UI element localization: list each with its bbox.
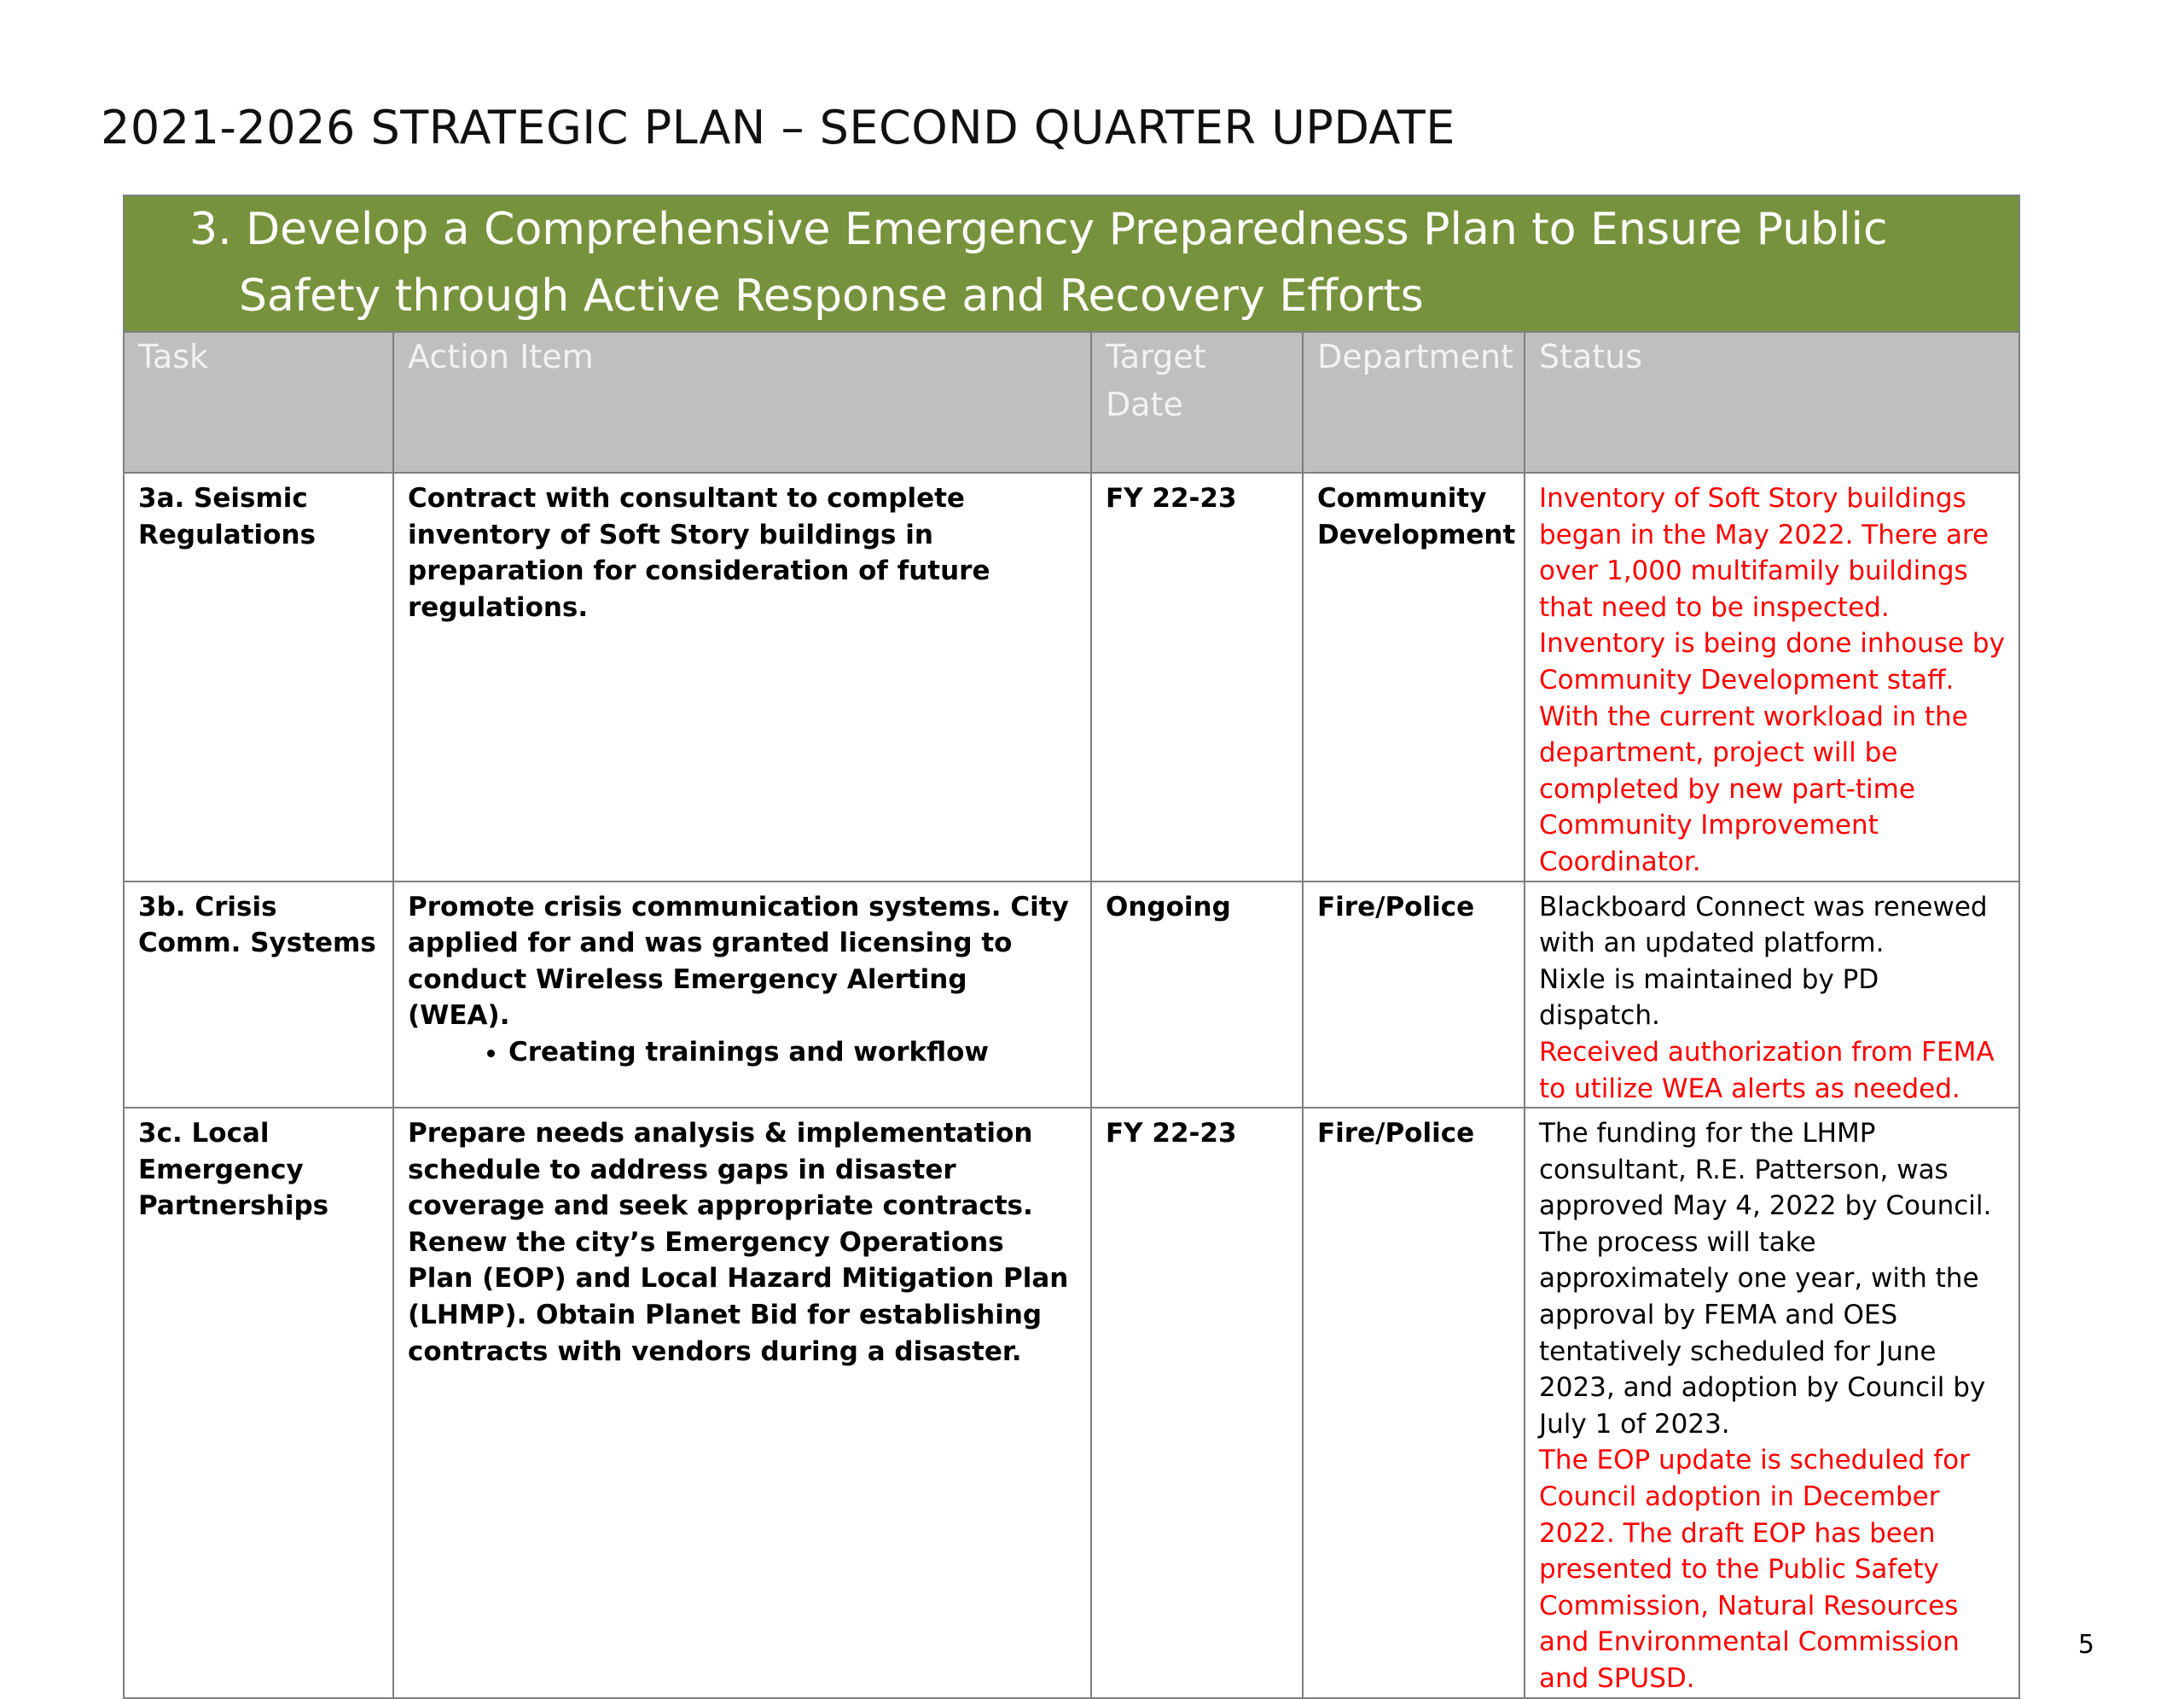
department-cell: Community Development bbox=[1303, 473, 1525, 882]
status-cell bbox=[1525, 1108, 2019, 1698]
target-date-cell: Ongoing bbox=[1091, 882, 1303, 1108]
action-item-cell: Prepare needs analysis & implementation schedule to address gaps in disaster coverage and seek appropriate contracts. Renew the city’s Emergency Operations Plan (EOP) and Local Hazard Mitigation Plan (LHMP). Obtain Planet Bid for establishing contracts with vendors during a disaster. bbox=[393, 1108, 1091, 1698]
task-cell: 3a. Seismic Regulations bbox=[124, 473, 393, 882]
document-title: 2021-2026 STRATEGIC PLAN – SECOND QUARTER UPDATE bbox=[101, 101, 1455, 154]
task-cell: 3c. Local Emergency Partnerships bbox=[124, 1108, 393, 1698]
action-item-text: Promote crisis communication systems. City applied for and was granted licensing to conduct Wireless Emergency Alerting (WEA). bbox=[408, 891, 1069, 1032]
goal-title-line2: Safety through Active Response and Recovery Efforts bbox=[239, 271, 1424, 322]
department-cell: Fire/Police bbox=[1303, 1108, 1525, 1698]
status-cell bbox=[1525, 882, 2019, 1108]
page-number: 5 bbox=[2077, 1630, 2094, 1660]
status-text: The funding for the LHMP consultant, R.E. Patterson, was approved May 4, 2022 by Council. The process will take approximately one year, with the approval by FEMA and OES tentatively scheduled for June 2023, and adoption by Council by July 1 of 2023. bbox=[1539, 1118, 1992, 1440]
target-date-cell: FY 22-23 bbox=[1091, 1108, 1303, 1698]
table-row bbox=[124, 1108, 2019, 1698]
action-item-cell bbox=[393, 882, 1091, 1108]
column-header-status: Status bbox=[1525, 332, 2019, 473]
table-row bbox=[124, 473, 2019, 882]
column-header-department: Department bbox=[1303, 332, 1525, 473]
strategic-plan-table bbox=[123, 195, 2020, 1699]
status-update-text: The EOP update is scheduled for Council adoption in December 2022. The draft EOP has been presented to the Public Safety Commission, Natural Resources and Environmental Commission and SPUSD. bbox=[1539, 1445, 1970, 1694]
table-header-row bbox=[124, 332, 2019, 473]
status-cell bbox=[1525, 473, 2019, 882]
target-date-cell: FY 22-23 bbox=[1091, 473, 1303, 882]
status-update-text: Inventory of Soft Story buildings began in the May 2022. There are over 1,000 multifamily buildings that need to be inspected. Inventory is being done inhouse by Community Development staff. With the current workload in the department, project will be completed by new part-time Community Improvement Coordinator. bbox=[1539, 483, 2005, 877]
column-header-action-item: Action Item bbox=[393, 332, 1091, 473]
goal-title-line1: 3. Develop a Comprehensive Emergency Preparedness Plan to Ensure Public bbox=[189, 204, 1888, 255]
column-header-task: Task bbox=[124, 332, 393, 473]
status-text: Blackboard Connect was renewed with an updated platform. bbox=[1539, 891, 1988, 959]
table-row bbox=[124, 882, 2019, 1108]
status-text: Nixle is maintained by PD dispatch. bbox=[1539, 963, 1879, 1032]
department-cell: Fire/Police bbox=[1303, 882, 1525, 1108]
action-bullet-list bbox=[408, 1034, 1077, 1071]
task-cell: 3b. Crisis Comm. Systems bbox=[124, 882, 393, 1108]
action-item-cell: Contract with consultant to complete inventory of Soft Story buildings in preparation for consideration of future regulations. bbox=[393, 473, 1091, 882]
goal-banner bbox=[124, 195, 2019, 332]
column-header-target-date: Target Date bbox=[1091, 332, 1303, 473]
action-bullet-item: • Creating trainings and workflow bbox=[508, 1034, 1077, 1071]
status-update-text: Received authorization from FEMA to utilize WEA alerts as needed. bbox=[1539, 1036, 1995, 1104]
